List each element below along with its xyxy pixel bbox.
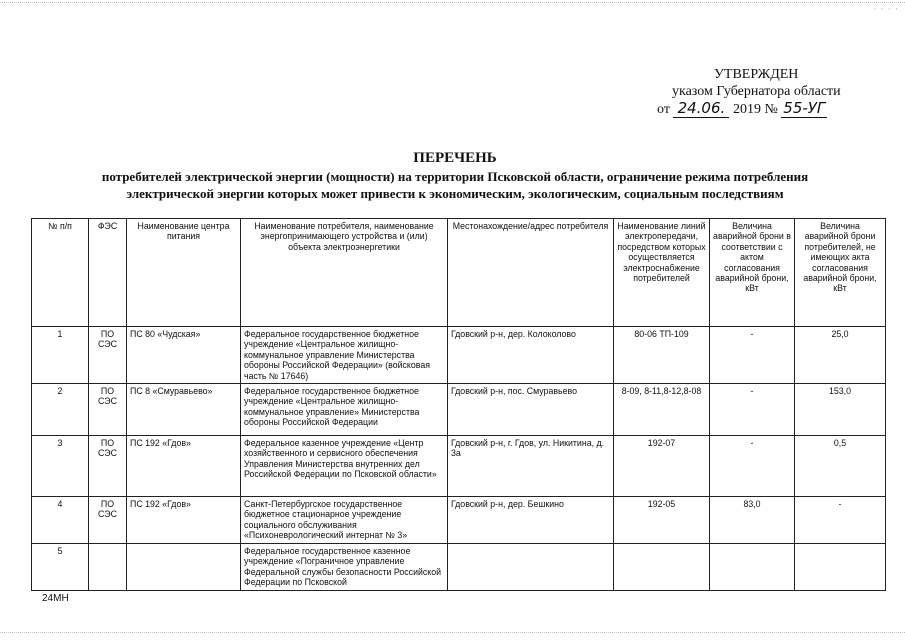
scan-artifact: · · · · [873,4,899,14]
cell-num: 5 [32,544,89,591]
approval-from-prefix: от [657,102,670,117]
cell-num: 2 [32,384,89,436]
cell-reserve-act: - [710,327,795,384]
table-row [32,384,886,436]
cell-center: ПС 8 «Смуравьево» [127,384,241,436]
approval-date-line [600,100,845,118]
title-heading: ПЕРЕЧЕНЬ [413,150,497,166]
cell-reserve-no-act [795,544,886,591]
cell-center [127,544,241,591]
cell-center: ПС 80 «Чудская» [127,327,241,384]
cell-lines: 8-09, 8-11,8-12,8-08 [614,384,710,436]
cell-fes: ПО СЭС [89,384,127,436]
cell-reserve-no-act: - [795,497,886,544]
approval-decree: указом Губернатора области [672,84,841,99]
title-subtitle: потребителей электрической энергии (мощности) на территории Псковской области, ограничение режима потребления электрической энергии которых может привести к экономическим, экологическим, социальным последствиям [101,169,809,201]
footer-code: 24МН [42,593,69,604]
table-row [32,497,886,544]
header-reserve-act: Величина аварийной брони в соответствии с актом согласования аварийной брони, кВт [710,219,795,327]
scan-edge-top [0,2,905,3]
cell-consumer: Федеральное государственное бюджетное учреждение «Центральное жилищно-коммунальное управление Министерства обороны Российской Федерации» (войсковая часть № 17646) [241,327,448,384]
scan-edge-bottom [0,632,905,633]
table-header-row [32,219,886,327]
cell-address: Гдовский р-н, дер. Колоколово [448,327,614,384]
cell-reserve-no-act: 25,0 [795,327,886,384]
header-lines: Наименование линий электропередачи, посредством которых осуществляется электроснабжение потребителей [614,219,710,327]
cell-reserve-act: - [710,436,795,497]
cell-reserve-act: 83,0 [710,497,795,544]
cell-num: 4 [32,497,89,544]
handwritten-date: 24.06. [673,100,729,118]
cell-num: 3 [32,436,89,497]
cell-reserve-act: - [710,384,795,436]
cell-consumer: Санкт-Петербургское государственное бюджетное стационарное учреждение социального обслуживания «Психоневрологический интернат № 3» [241,497,448,544]
cell-fes: ПО СЭС [89,497,127,544]
table-row [32,327,886,384]
approval-year-number: 2019 № [732,102,778,117]
cell-address: Гдовский р-н, дер. Бешкино [448,497,614,544]
header-address: Местонахождение/адрес потребителя [448,219,614,327]
header-fes: ФЭС [89,219,127,327]
cell-address [448,544,614,591]
approval-heading: УТВЕРЖДЕН [714,67,799,82]
cell-reserve-no-act: 0,5 [795,436,886,497]
cell-fes: ПО СЭС [89,436,127,497]
cell-address: Гдовский р-н, пос. Смуравьево [448,384,614,436]
cell-lines: 192-05 [614,497,710,544]
cell-center: ПС 192 «Гдов» [127,497,241,544]
table-row [32,544,886,591]
header-consumer: Наименование потребителя, наименование энергопринимающего устройства и (или) объекта электроэнергетики [241,219,448,327]
cell-lines: 192-07 [614,436,710,497]
handwritten-number: 55-УГ [783,99,826,117]
cell-reserve-act [710,544,795,591]
cell-fes: ПО СЭС [89,327,127,384]
document-title [60,148,850,202]
cell-consumer: Федеральное государственное бюджетное учреждение «Центральное жилищно-коммунальное управление» Министерства обороны Российской Федерации [241,384,448,436]
header-num: № п/п [32,219,89,327]
approval-block [600,66,845,118]
cell-consumer: Федеральное казенное учреждение «Центр хозяйственного и сервисного обеспечения Управления Министерства внутренних дел Российской Федерации по Псковской области» [241,436,448,497]
table-row [32,436,886,497]
cell-consumer: Федеральное государственное казенное учреждение «Пограничное управление Федеральной службы безопасности Российской Федерации по Псковской [241,544,448,591]
cell-lines [614,544,710,591]
cell-reserve-no-act: 153,0 [795,384,886,436]
header-reserve-no-act: Величина аварийной брони потребителей, не имеющих акта согласования аварийной брони, кВт [795,219,886,327]
cell-num: 1 [32,327,89,384]
header-center: Наименование центра питания [127,219,241,327]
cell-lines: 80-06 ТП-109 [614,327,710,384]
cell-address: Гдовский р-н, г. Гдов, ул. Никитина, д. 3а [448,436,614,497]
cell-center: ПС 192 «Гдов» [127,436,241,497]
cell-fes [89,544,127,591]
consumers-table [31,218,886,591]
